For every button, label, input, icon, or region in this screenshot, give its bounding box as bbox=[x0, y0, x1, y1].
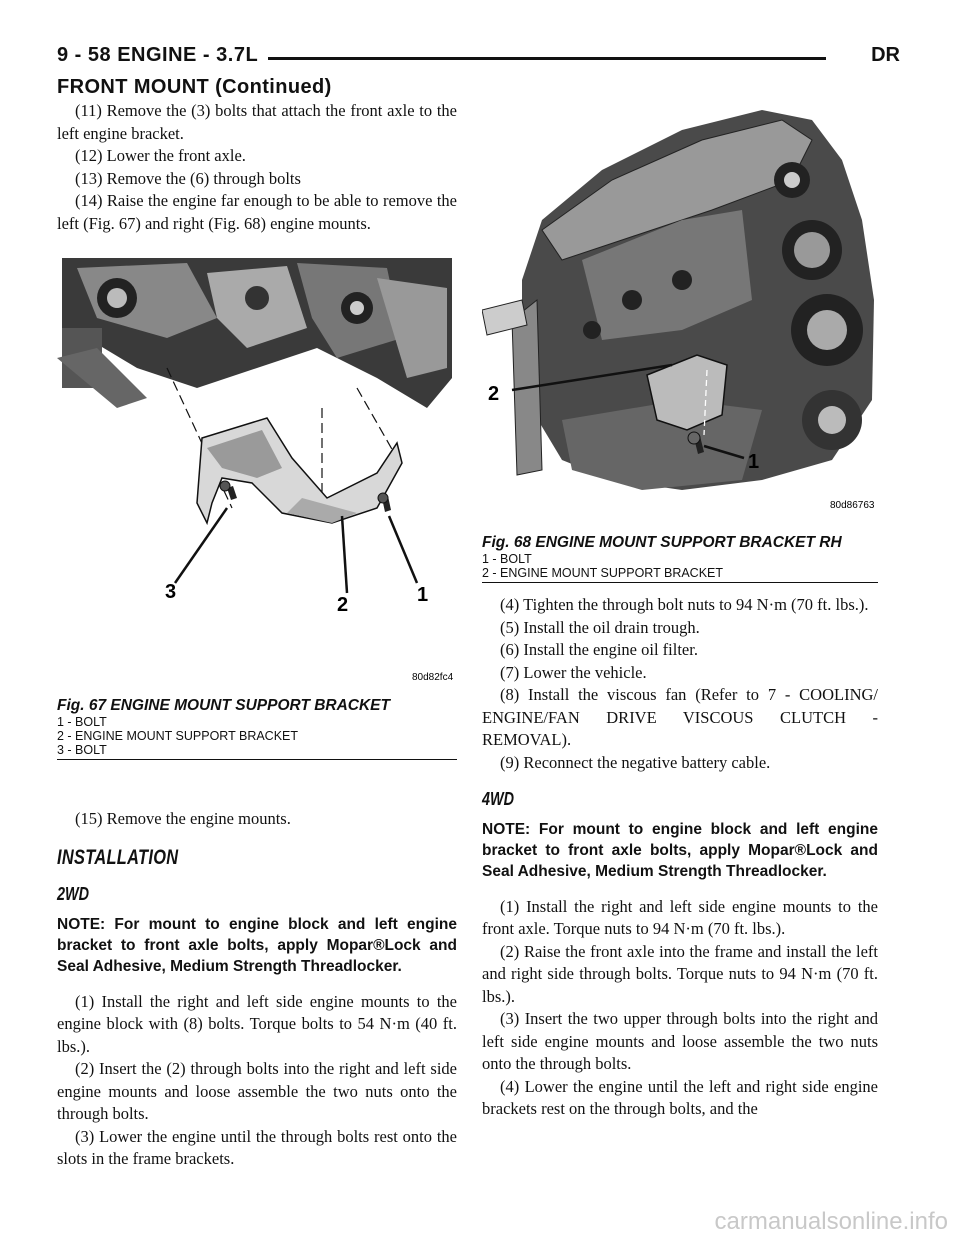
left-column-bottom bbox=[57, 808, 457, 1171]
left-column-top bbox=[57, 100, 457, 235]
callout-3: 3 bbox=[165, 581, 177, 603]
engine-rh-illustration bbox=[482, 100, 878, 525]
step-12: (12) Lower the front axle. bbox=[75, 146, 246, 165]
step-14: (14) Raise the engine far enough to be able to remove the left (Fig. 67) and right (Fig. 68) engine mounts. bbox=[57, 191, 457, 233]
figure-caption: Fig. 67 ENGINE MOUNT SUPPORT BRACKET bbox=[57, 697, 390, 714]
section-continued-title: FRONT MOUNT (Continued) bbox=[57, 76, 332, 98]
legend-item: 2 - ENGINE MOUNT SUPPORT BRACKET bbox=[482, 566, 724, 580]
header-rule bbox=[268, 57, 826, 60]
figure-legend bbox=[482, 552, 878, 580]
2wd-step-2: (2) Insert the (2) through bolts into the right and left side engine mounts and loose assemble the two nuts onto the through bolts. bbox=[57, 1059, 457, 1123]
4wd-note: NOTE: For mount to engine block and left engine bracket to front axle bolts, apply Mopar®Lock and Seal Adhesive, Medium Strength Threadlocker. bbox=[482, 820, 878, 880]
watermark: carmanualsonline.info bbox=[714, 1208, 948, 1235]
figure-68 bbox=[482, 100, 878, 583]
figure-rule bbox=[482, 582, 878, 583]
2wd-step-1: (1) Install the right and left side engine mounts to the engine block with (8) bolts. Torque bolts to 54 N·m (40 ft. lbs.). bbox=[57, 991, 457, 1056]
2wd-heading: 2WD bbox=[57, 884, 89, 904]
step-11: (11) Remove the (3) bolts that attach the front axle to the left engine bracket. bbox=[57, 101, 457, 143]
4wd-step-2: (2) Raise the front axle into the frame and install the left and right side through bolts. Torque nuts to 94 N·m (70 ft. lbs.). bbox=[482, 941, 878, 1006]
4wd-heading: 4WD bbox=[482, 789, 514, 809]
2wd-note: NOTE: For mount to engine block and left engine bracket to front axle bolts, apply Mopar®Lock and Seal Adhesive, Medium Strength Threadlocker. bbox=[57, 915, 457, 975]
step-7: (7) Lower the vehicle. bbox=[500, 662, 647, 682]
section-code: DR bbox=[871, 44, 900, 66]
2wd-step-3: (3) Lower the engine until the through bolts rest onto the slots in the frame brackets. bbox=[57, 1126, 457, 1168]
4wd-step-4: (4) Lower the engine until the left and right side engine brackets rest on the through bolts, and the bbox=[482, 1076, 878, 1118]
step-4: (4) Tighten the through bolt nuts to 94 N·m (70 ft. lbs.). bbox=[500, 595, 869, 614]
right-column bbox=[482, 594, 878, 1121]
callout-1: 1 bbox=[748, 451, 760, 473]
installation-heading: INSTALLATION bbox=[57, 845, 179, 869]
step-8: (8) Install the viscous fan (Refer to 7 - COOLING/ ENGINE/FAN DRIVE VISCOUS CLUTCH - REMOVAL). bbox=[482, 685, 878, 749]
4wd-step-3: (3) Insert the two upper through bolts into the right and left side engine mounts and loose assemble the two nuts onto the through bolts. bbox=[482, 1009, 878, 1073]
engine-mount-illustration bbox=[57, 258, 457, 688]
step-15: (15) Remove the engine mounts. bbox=[75, 809, 291, 828]
figure-code: 80d86763 bbox=[830, 500, 875, 511]
figure-67 bbox=[57, 258, 457, 760]
step-6: (6) Install the engine oil filter. bbox=[500, 640, 698, 659]
step-5: (5) Install the oil drain trough. bbox=[500, 617, 700, 637]
figure-caption: Fig. 68 ENGINE MOUNT SUPPORT BRACKET RH bbox=[482, 534, 842, 551]
page-number: 9 - 58 ENGINE - 3.7L bbox=[57, 44, 259, 66]
legend-item: 2 - ENGINE MOUNT SUPPORT BRACKET bbox=[57, 729, 299, 743]
callout-2: 2 bbox=[337, 594, 349, 616]
callout-1: 1 bbox=[417, 584, 429, 606]
4wd-step-1: (1) Install the right and left side engine mounts to the front axle. Torque nuts to 94 N·m (70 ft. lbs.). bbox=[482, 896, 878, 938]
legend-item: 1 - BOLT bbox=[482, 552, 532, 566]
legend-item: 1 - BOLT bbox=[57, 715, 107, 729]
callout-2: 2 bbox=[488, 383, 500, 405]
figure-legend bbox=[57, 715, 457, 757]
legend-item: 3 - BOLT bbox=[57, 743, 107, 757]
figure-rule bbox=[57, 759, 457, 760]
step-9: (9) Reconnect the negative battery cable. bbox=[500, 752, 771, 772]
figure-code: 80d82fc4 bbox=[412, 672, 454, 683]
step-13: (13) Remove the (6) through bolts bbox=[75, 168, 301, 188]
